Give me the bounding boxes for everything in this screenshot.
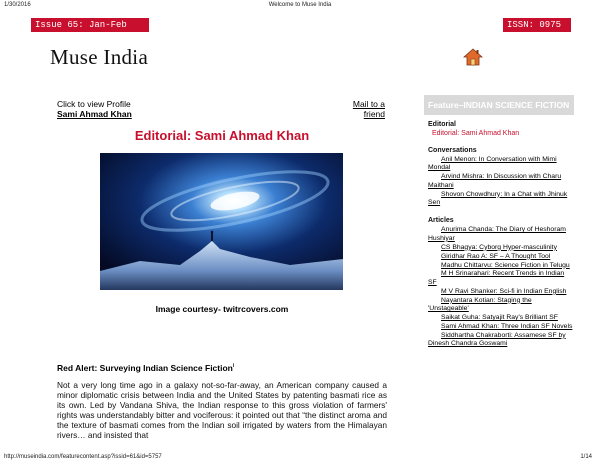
print-date: 1/30/2016 bbox=[4, 2, 31, 8]
list-item[interactable]: Arvind Mishra: In Discussion with Charu Maithani bbox=[428, 173, 562, 189]
list-item[interactable]: Shovon Chowdhury: In a Chat with Jhinuk Sen bbox=[428, 190, 568, 207]
issue-badge: Issue 65: Jan-Feb 2016 bbox=[31, 18, 149, 32]
conversations-list bbox=[428, 156, 574, 207]
list-item[interactable]: Siddhartha Chakraborti: Assamese SF by Dinesh Chandra Goswami bbox=[428, 331, 566, 348]
sidebar-heading: Feature–INDIAN SCIENCE FICTION bbox=[424, 95, 574, 115]
page-title: Editorial: Sami Ahmad Khan bbox=[134, 128, 310, 143]
mail-link-line2: friend bbox=[363, 109, 385, 119]
home-icon[interactable] bbox=[463, 48, 483, 66]
list-item[interactable]: Saikat Guha: Satyajit Ray's Brilliant SF bbox=[441, 314, 558, 321]
sidebar-editorial-item[interactable]: Editorial: Sami Ahmad Khan bbox=[432, 130, 520, 137]
list-item[interactable]: Sami Ahmad Khan: Three Indian SF Novels bbox=[441, 322, 573, 330]
list-item[interactable]: Giridhar Rao A: SF – A Thought Tool bbox=[441, 252, 551, 260]
print-page-number: 1/14 bbox=[580, 454, 592, 460]
footnote-ref[interactable]: i bbox=[232, 363, 235, 370]
sidebar bbox=[424, 95, 574, 349]
sidebar-articles-label: Articles bbox=[428, 217, 454, 225]
profile-name-link[interactable]: Sami Ahmad Khan bbox=[57, 109, 132, 119]
print-title: Welcome to Muse India bbox=[268, 2, 332, 8]
print-url: http://museindia.com/featurecontent.asp?issid=61&id=5757 bbox=[4, 454, 162, 460]
list-item[interactable]: Madhu Chittarvu: Science Fiction in Telugu bbox=[441, 261, 570, 269]
image-caption: Image courtesy- twitrcovers.com bbox=[155, 304, 289, 314]
article-body: Not a very long time ago in a galaxy not-so-far-away, an American company caused a minor diplomatic crisis between India and the United States by patenting basmati rice as its own. Led by Vandana Shiva, the Indian response to this gross violation of farmers' rights was understandably bitter and vociferous: it pointed out that “the distinct aroma and the texture of basmati comes from the Indian soil irrigated by waters from the Himalayan rivers… and insisted that bbox=[57, 380, 387, 440]
list-item[interactable]: M V Ravi Shanker: Sci-fi in Indian English bbox=[441, 287, 567, 295]
site-logo[interactable]: Muse India bbox=[50, 45, 149, 69]
issn-badge: ISSN: 0975 1815 bbox=[503, 18, 571, 32]
section-heading-text: Red Alert: Surveying Indian Science Fiction bbox=[57, 363, 233, 373]
galaxy-hero-image bbox=[100, 153, 343, 290]
mail-to-friend-link[interactable] bbox=[345, 99, 385, 119]
mail-link-line1: Mail to a bbox=[352, 99, 385, 109]
sidebar-editorial-label: Editorial bbox=[428, 121, 457, 128]
profile-prompt: Click to view Profile bbox=[57, 99, 131, 109]
profile-block bbox=[57, 99, 132, 119]
section-heading bbox=[57, 363, 234, 373]
list-item[interactable]: CS Bhagya: Cyborg Hyper-masculinity bbox=[441, 243, 557, 251]
list-item[interactable]: Anil Menon: In Conversation with Mimi Mondal bbox=[428, 156, 557, 172]
list-item[interactable]: Anurima Chanda: The Diary of Heshoram Hushiyar bbox=[428, 226, 566, 242]
list-item[interactable]: Nayantara Kotian: Staging the 'Unstageable' bbox=[428, 296, 532, 313]
articles-list bbox=[428, 226, 574, 348]
sidebar-conversations-label: Conversations bbox=[428, 147, 477, 154]
list-item[interactable]: M H Srinarahari: Recent Trends in Indian SF bbox=[428, 270, 565, 286]
